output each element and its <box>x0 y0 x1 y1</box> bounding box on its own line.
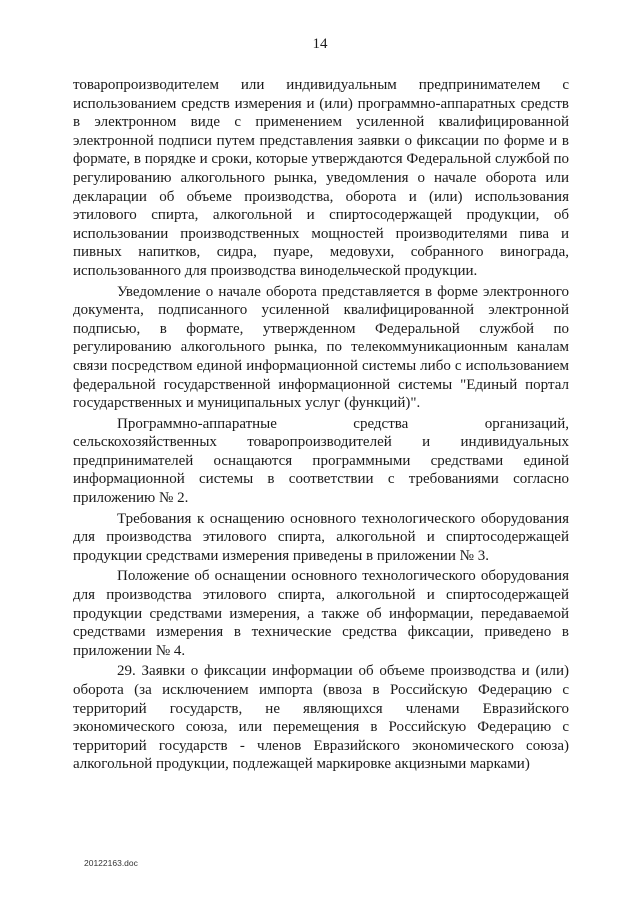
paragraph-equipment-requirements: Требования к оснащению основного технологического оборудования для производства этилового спирта, алкогольной и спиртосодержащей продукции средствами измерения приведены в приложении № 3. <box>73 510 569 564</box>
paragraph-notification: Уведомление о начале оборота представляется в форме электронного документа, подписанного усиленной квалифицированной электронной подписью, в формате, утвержденном Федеральной службой по регулированию алкогольного рынка, по телекоммуникационным каналам связи посредством единой информационной системы либо с использованием федеральной государственной информационной системы "Единый портал государственных и муниципальных услуг (функций)". <box>73 283 569 412</box>
paragraph-continuation: товаропроизводителем или индивидуальным предпринимателем с использованием средств измерения и (или) программно-аппаратных средств в электронном виде с применением усиленной квалифицированной электронной подписи путем представления заявки о фиксации по форме и в формате, в порядке и сроки, которые утверждаются Федеральной службой по регулированию алкогольного рынка, уведомления о начале оборота или декларации об объеме производства, оборота и (или) использования этилового спирта, алкогольной и спиртосодержащей продукции, об использовании производственных мощностей производителями пива и пивных напитков, сидра, пуаре, медовухи, собранного винограда, использованного для производства винодельческой продукции. <box>73 77 569 279</box>
page-number: 14 <box>312 36 328 52</box>
document-body <box>73 76 569 774</box>
paragraph-equipment-regulation: Положение об оснащении основного технологического оборудования для производства этилового спирта, алкогольной и спиртосодержащей продукции средствами измерения, а также об информации, передаваемой средствами измерения в технические средства фиксации, приведено в приложении № 4. <box>73 568 569 659</box>
paragraph-item-29: 29. Заявки о фиксации информации об объеме производства и (или) оборота (за исключением импорта (ввоза в Российскую Федерацию с территорий государств, не являющихся членами Евразийского экономического союза, или перемещения в Российскую Федерацию с территорий государств - членов Евразийского экономического союза) алкогольной продукции, подлежащей маркировке акцизными марками) <box>73 663 569 773</box>
paragraph-software-hardware: Программно-аппаратные средства организаций, сельскохозяйственных товаропроизводителей и индивидуальных предпринимателей оснащаются программными средствами единой информационной системы в соответствии с требованиями согласно приложению № 2. <box>73 415 569 507</box>
footer-file-name: 20122163.doc <box>84 858 138 868</box>
